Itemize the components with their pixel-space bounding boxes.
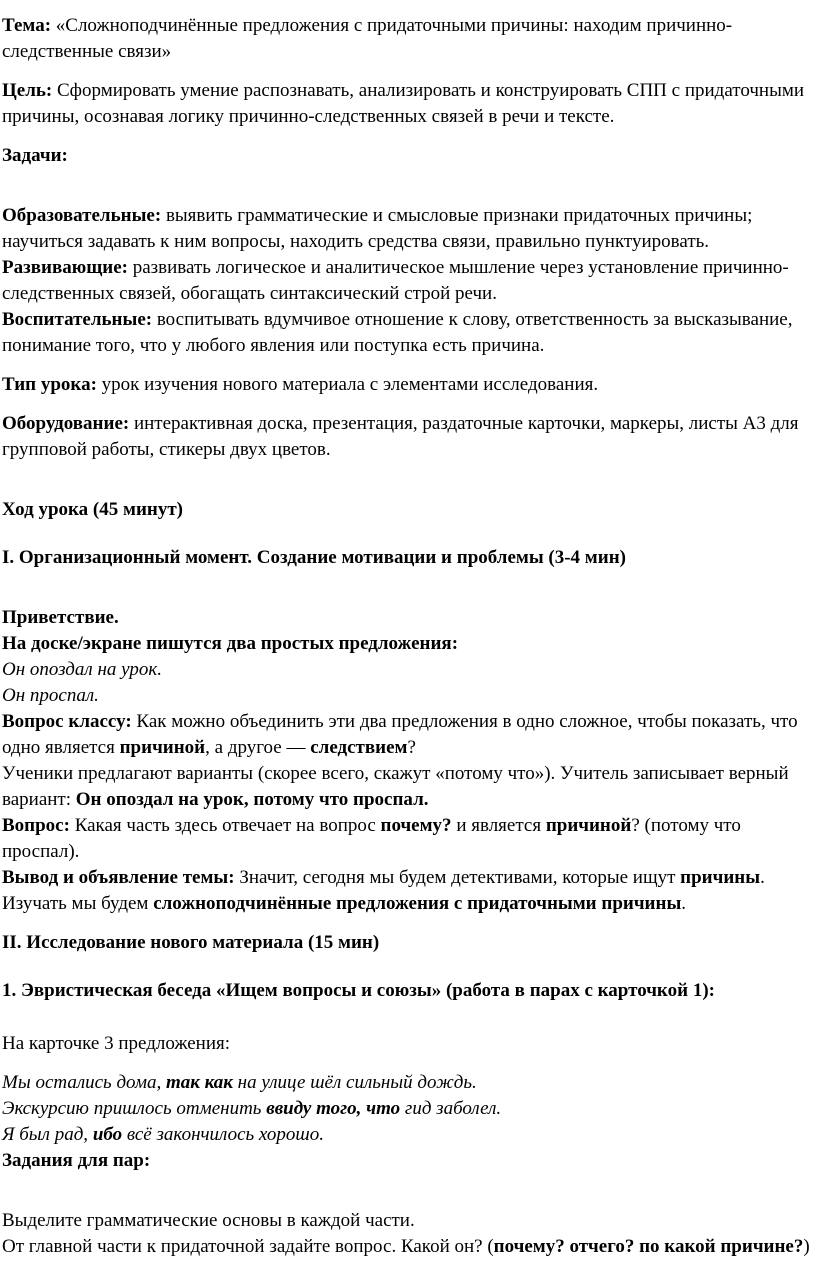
card-example-2: Экскурсию пришлось отменить ввиду того, что гид заболел. [2,1098,502,1119]
developing-label: Развивающие: [2,257,128,278]
educational-text: выявить грамматические и смысловые признаки придаточных причины; научиться задавать к ним вопросы, находить средства связи, правильно пунктуировать. [2,205,753,252]
class-question: Вопрос классу: Как можно объединить эти два предложения в одно сложное, чтобы показать, что одно является причиной, а другое — следствием? [2,711,798,758]
educational-label: Образовательные: [2,205,162,226]
card-intro: На карточке 3 предложения: [2,1033,231,1054]
tasks-heading: Задачи: [2,145,68,166]
topic-label: Тема: [2,15,52,36]
question-2: Вопрос: Какая часть здесь отвечает на вопрос почему? и является причиной? (потому что проспал). [2,815,741,862]
developing-task [2,255,816,307]
section1-heading: I. Организационный момент. Создание мотивации и проблемы (3-4 мин) [2,547,626,568]
pairs-heading: Задания для пар: [2,1150,151,1171]
topic-text: «Сложноподчинённые предложения с придаточными причины: находим причинно-следственные связи» [2,15,733,62]
course-heading: Ход урока (45 минут) [2,499,184,520]
example-sentence-2: Он проспал. [2,685,99,706]
board-note: На доске/экране пишутся два простых предложения: [2,633,459,654]
developing-text: развивать логическое и аналитическое мышление через установление причинно-следственных связей, обогащать синтаксический строй речи. [2,257,789,304]
card-example-1: Мы остались дома, так как на улице шёл сильный дождь. [2,1072,477,1093]
pair-task-2: От главной части к придаточной задайте вопрос. Какой он? (почему? отчего? по какой причине?) [2,1236,810,1257]
upbringing-task [2,307,816,359]
lesson-type [2,372,816,398]
lesson-type-text: урок изучения нового материала с элементами исследования. [96,374,599,395]
upbringing-text: воспитывать вдумчивое отношение к слову, ответственность за высказывание, понимание того, что у любого явления или поступка есть причина. [2,309,793,356]
subsection1-heading: 1. Эвристическая беседа «Ищем вопросы и союзы» (работа в парах с карточкой 1): [2,980,715,1001]
equipment-text: интерактивная доска, презентация, раздаточные карточки, маркеры, листы А3 для групповой работы, стикеры двух цветов. [2,413,799,460]
educational-task [2,203,816,255]
topic-paragraph [2,13,816,65]
goal-label: Цель: [2,80,53,101]
equipment [2,411,816,463]
goal-paragraph [2,78,816,130]
example-sentence-1: Он опоздал на урок. [2,659,162,680]
students-answer: Ученики предлагают варианты (скорее всего, скажут «потому что»). Учитель записывает верный вариант: Он опоздал на урок, потому что проспал. [2,763,789,810]
greeting: Приветствие. [2,607,119,628]
upbringing-label: Воспитательные: [2,309,153,330]
lesson-type-label: Тип урока: [2,374,97,395]
card-example-3: Я был рад, ибо всё закончилось хорошо. [2,1124,324,1145]
pair-task-1: Выделите грамматические основы в каждой части. [2,1210,415,1231]
section2-heading: II. Исследование нового материала (15 мин) [2,932,380,953]
equipment-label: Оборудование: [2,413,130,434]
conclusion: Вывод и объявление темы: Значит, сегодня мы будем детективами, которые ищут причины. Изучать мы будем сложноподчинённые предложения с придаточными причины. [2,867,765,914]
goal-text: Сформировать умение распознавать, анализировать и конструировать СПП с придаточными причины, осознавая логику причинно-следственных связей в речи и тексте. [2,80,805,127]
